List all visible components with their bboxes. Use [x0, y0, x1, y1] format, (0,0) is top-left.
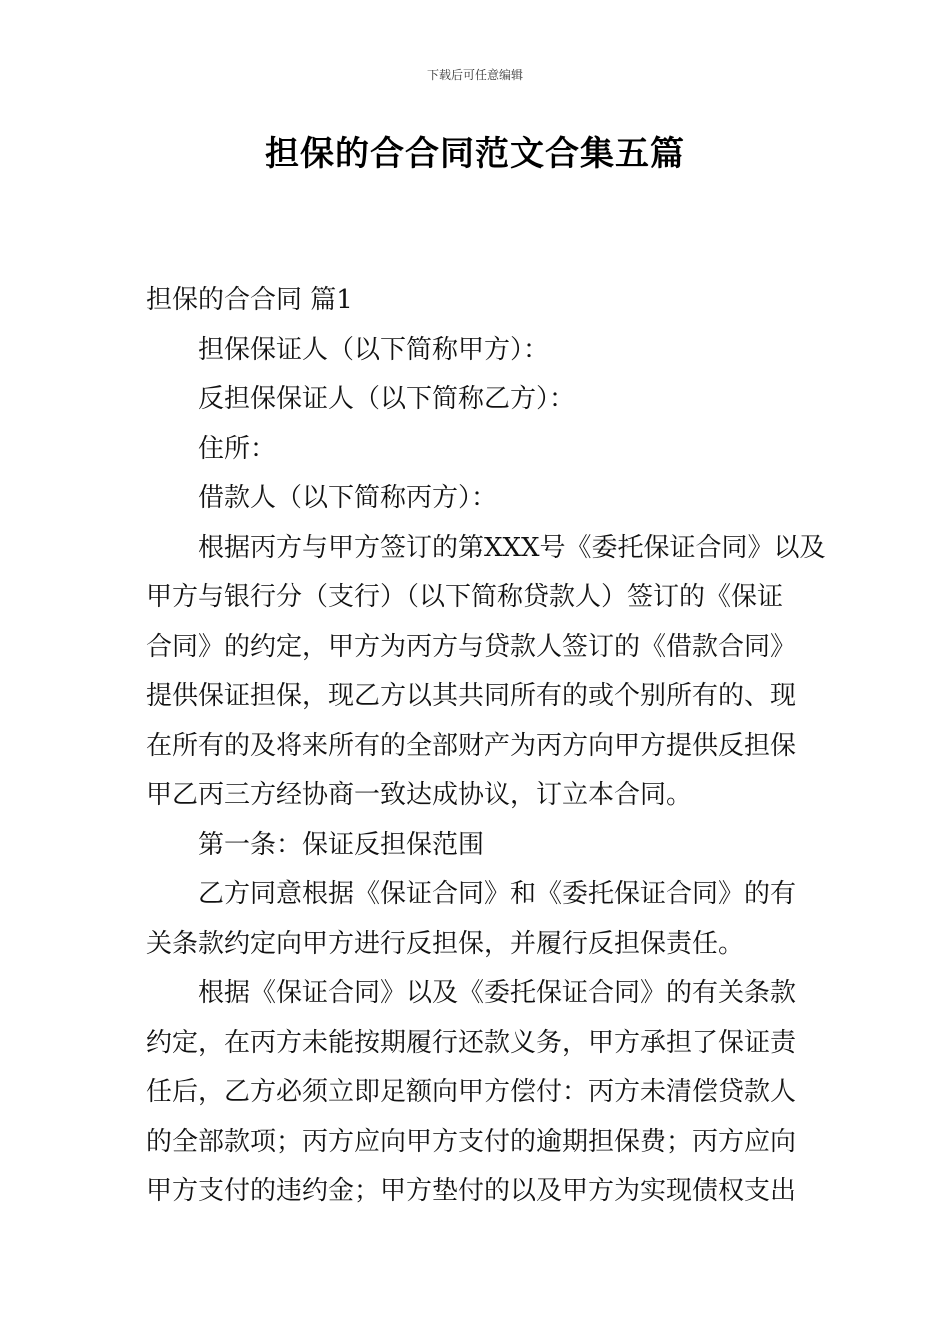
- document-body: [146, 276, 826, 1217]
- text-line: 提供保证担保，现乙方以其共同所有的或个别所有的、现: [146, 681, 797, 711]
- text-line: 合同》的约定，甲方为丙方与贷款人签订的《借款合同》: [146, 631, 797, 662]
- text-line: 住所：: [198, 433, 277, 464]
- text-line: 根据《保证合同》以及《委托保证合同》的有关条款: [198, 978, 797, 1008]
- document-title: 担保的合合同范文合集五篇: [265, 134, 685, 174]
- text-line: 反担保保证人（以下简称乙方）：: [198, 384, 576, 414]
- text-line: 甲方与银行分（支行）（以下简称贷款人）签订的《保证: [146, 582, 784, 612]
- text-line: 甲乙丙三方经协商一致达成协议，订立本合同。: [146, 780, 693, 810]
- header-note: 下载后可任意编辑: [426, 68, 523, 82]
- text-line: 担保保证人（以下简称甲方）：: [198, 334, 550, 365]
- text-line: 在所有的及将来所有的全部财产为丙方向甲方提供反担保: [146, 730, 797, 761]
- text-line: 任后，乙方必须立即足额向甲方偿付：丙方未清偿贷款人: [146, 1077, 797, 1107]
- text-line: 根据丙方与甲方签订的第XXX号《委托保证合同》以及: [198, 532, 826, 563]
- text-line: 约定，在丙方未能按期履行还款义务，甲方承担了保证责: [146, 1027, 797, 1058]
- text-line: 第一条：保证反担保范围: [198, 829, 485, 860]
- text-line: 甲方支付的违约金；甲方垫付的以及甲方为实现债权支出: [146, 1176, 797, 1206]
- text-line: 借款人（以下简称丙方）：: [198, 483, 498, 513]
- text-line: 的全部款项；丙方应向甲方支付的逾期担保费；丙方应向: [146, 1126, 797, 1157]
- text-line: 担保的合合同 篇1: [146, 285, 353, 315]
- text-line: 乙方同意根据《保证合同》和《委托保证合同》的有: [198, 879, 797, 909]
- text-line: 关条款约定向甲方进行反担保，并履行反担保责任。: [146, 928, 745, 959]
